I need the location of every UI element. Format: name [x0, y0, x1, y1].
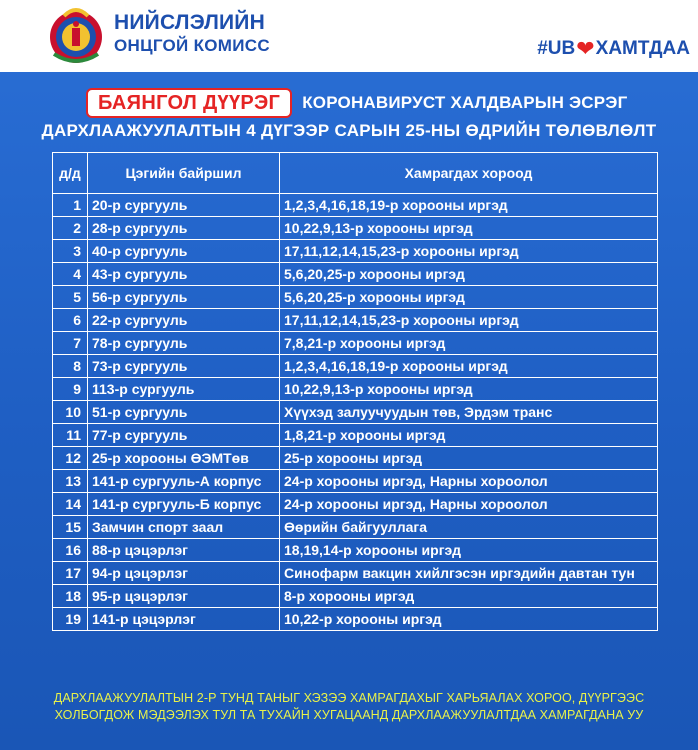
footer-line-1: ДАРХЛААЖУУЛАЛТЫН 2-Р ТУНД ТАНЫГ ХЭЗЭЭ ХАМРАГДАХЫГ ХАРЬЯАЛАХ ХОРОО, ДҮҮРГЭЭС	[53, 691, 645, 705]
row-number: 12	[53, 447, 88, 470]
row-wards: 18,19,14-р хорооны иргэд	[280, 539, 658, 562]
row-location: 40-р сургууль	[88, 240, 280, 263]
row-location: 20-р сургууль	[88, 194, 280, 217]
heart-icon: ❤	[576, 36, 595, 61]
hashtag-prefix: #UB	[537, 38, 576, 59]
row-wards: 8-р хорооны иргэд	[280, 585, 658, 608]
row-number: 15	[53, 516, 88, 539]
row-location: 113-р сургууль	[88, 378, 280, 401]
header-location: Цэгийн байршил	[88, 153, 280, 194]
org-line-1: НИЙСЛЭЛИЙН	[114, 11, 265, 34]
table-row	[53, 493, 658, 516]
district-badge: БАЯНГОЛ ДҮҮРЭГ	[86, 88, 292, 118]
row-wards: 17,11,12,14,15,23-р хорооны иргэд	[280, 309, 658, 332]
table-header-row	[53, 153, 658, 194]
table-row	[53, 217, 658, 240]
table-row	[53, 286, 658, 309]
row-location: 43-р сургууль	[88, 263, 280, 286]
row-number: 11	[53, 424, 88, 447]
table-row	[53, 424, 658, 447]
row-location: 22-р сургууль	[88, 309, 280, 332]
row-location: 95-р цэцэрлэг	[88, 585, 280, 608]
row-wards: 25-р хорооны иргэд	[280, 447, 658, 470]
row-location: 141-р сургууль-А корпус	[88, 470, 280, 493]
row-wards: 10,22,9,13-р хорооны иргэд	[280, 217, 658, 240]
row-number: 8	[53, 355, 88, 378]
row-wards: Өөрийн байгууллага	[280, 516, 658, 539]
table-row	[53, 447, 658, 470]
row-number: 7	[53, 332, 88, 355]
hashtag	[537, 36, 690, 62]
row-location: Замчин спорт заал	[88, 516, 280, 539]
table-row	[53, 263, 658, 286]
row-number: 18	[53, 585, 88, 608]
row-wards: 24-р хорооны иргэд, Нарны хороолол	[280, 470, 658, 493]
state-emblem-icon	[44, 4, 108, 66]
table-row	[53, 401, 658, 424]
table-row	[53, 608, 658, 631]
row-wards: 5,6,20,25-р хорооны иргэд	[280, 286, 658, 309]
table-row	[53, 240, 658, 263]
table-row	[53, 539, 658, 562]
footer-line-2: ХОЛБОГДОЖ МЭДЭЭЛЭХ ТУЛ ТА ТУХАЙН ХУГАЦААНД ДАРХЛААЖУУЛАЛТДАА ХАМРАГДАНА УУ	[54, 708, 644, 722]
row-location: 94-р цэцэрлэг	[88, 562, 280, 585]
row-wards: 1,8,21-р хорооны иргэд	[280, 424, 658, 447]
table-row	[53, 562, 658, 585]
row-wards: 5,6,20,25-р хорооны иргэд	[280, 263, 658, 286]
table-row	[53, 355, 658, 378]
row-number: 5	[53, 286, 88, 309]
row-number: 13	[53, 470, 88, 493]
footer-notice	[0, 690, 698, 724]
row-location: 141-р сургууль-Б корпус	[88, 493, 280, 516]
row-wards: 10,22-р хорооны иргэд	[280, 608, 658, 631]
title-line-1: КОРОНАВИРУСТ ХАЛДВАРЫН ЭСРЭГ	[302, 93, 628, 112]
table-row	[53, 585, 658, 608]
row-number: 19	[53, 608, 88, 631]
row-wards: 1,2,3,4,16,18,19-р хорооны иргэд	[280, 355, 658, 378]
row-location: 25-р хорооны ӨЭМТөв	[88, 447, 280, 470]
row-number: 9	[53, 378, 88, 401]
row-wards: Хүүхэд залуучуудын төв, Эрдэм транс	[280, 401, 658, 424]
hashtag-suffix: ХАМТДАА	[595, 38, 690, 59]
table-row	[53, 309, 658, 332]
row-wards: 1,2,3,4,16,18,19-р хорооны иргэд	[280, 194, 658, 217]
table-row	[53, 194, 658, 217]
title-line-2: ДАРХЛААЖУУЛАЛТЫН 4 ДҮГЭЭР САРЫН 25-НЫ ӨДРИЙН ТӨЛӨВЛӨЛТ	[41, 121, 657, 140]
row-wards: 24-р хорооны иргэд, Нарны хороолол	[280, 493, 658, 516]
row-number: 2	[53, 217, 88, 240]
row-number: 16	[53, 539, 88, 562]
row-wards: Синофарм вакцин хийлгэсэн иргэдийн давтан тун	[280, 562, 658, 585]
row-location: 77-р сургууль	[88, 424, 280, 447]
table-row	[53, 470, 658, 493]
row-number: 3	[53, 240, 88, 263]
row-wards: 17,11,12,14,15,23-р хорооны иргэд	[280, 240, 658, 263]
org-line-2: ОНЦГОЙ КОМИСС	[114, 36, 270, 55]
row-number: 6	[53, 309, 88, 332]
row-number: 1	[53, 194, 88, 217]
row-number: 10	[53, 401, 88, 424]
title-bar	[86, 90, 627, 116]
table-row	[53, 332, 658, 355]
row-location: 78-р сургууль	[88, 332, 280, 355]
row-number: 4	[53, 263, 88, 286]
row-location: 28-р сургууль	[88, 217, 280, 240]
header-number: д/д	[53, 153, 88, 194]
table-row	[53, 378, 658, 401]
row-location: 51-р сургууль	[88, 401, 280, 424]
header-wards: Хамрагдах хороод	[280, 153, 658, 194]
schedule-table	[52, 152, 658, 631]
row-location: 56-р сургууль	[88, 286, 280, 309]
row-wards: 7,8,21-р хорооны иргэд	[280, 332, 658, 355]
table-row	[53, 516, 658, 539]
organization-name	[114, 12, 270, 54]
row-location: 141-р цэцэрлэг	[88, 608, 280, 631]
row-wards: 10,22,9,13-р хорооны иргэд	[280, 378, 658, 401]
row-location: 73-р сургууль	[88, 355, 280, 378]
row-number: 14	[53, 493, 88, 516]
row-number: 17	[53, 562, 88, 585]
row-location: 88-р цэцэрлэг	[88, 539, 280, 562]
